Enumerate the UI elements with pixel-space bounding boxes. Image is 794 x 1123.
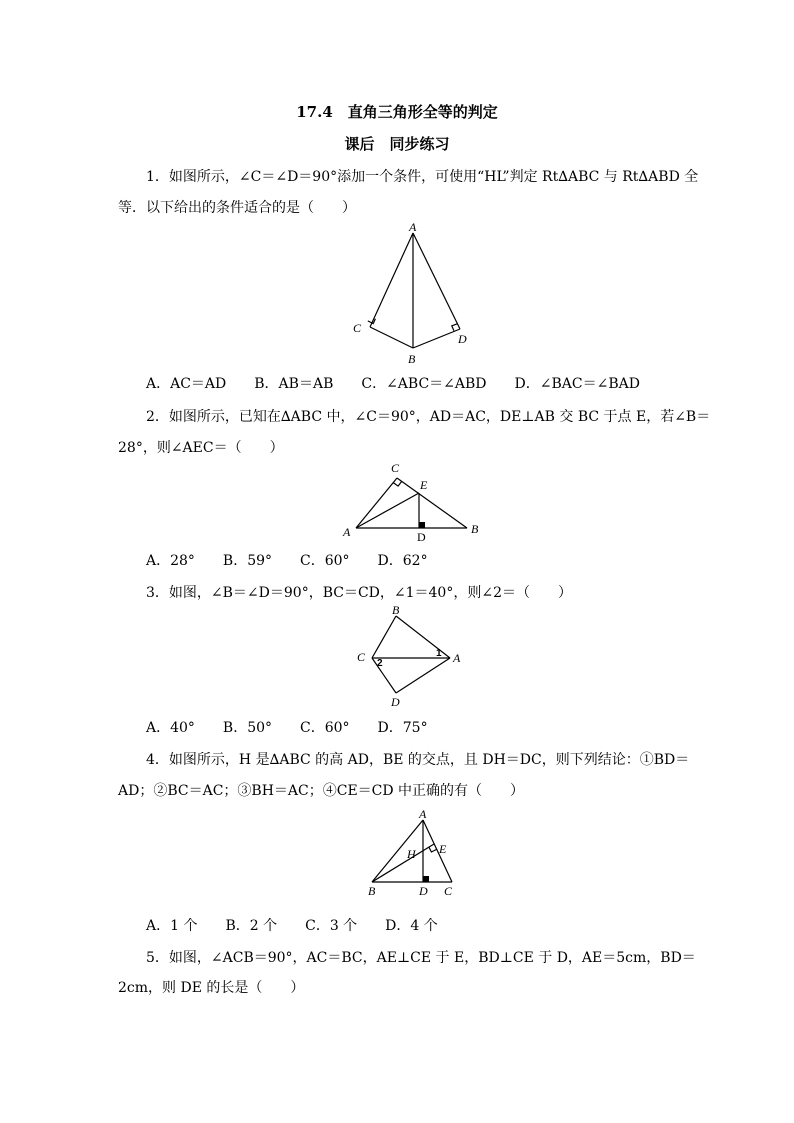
fig3-side-cd	[372, 658, 396, 693]
fig1-side-ac	[370, 233, 413, 327]
figure-4	[360, 807, 465, 902]
fig1-label-c: C	[353, 321, 362, 335]
page-title: 17.4 直角三角形全等的判定	[296, 103, 498, 121]
fig2-label-e: E	[420, 478, 428, 492]
fig2-segment-ae	[356, 493, 419, 528]
fig2-side-ac	[356, 478, 397, 528]
fig3-label-a: A	[453, 651, 461, 665]
fig2-label-b: B	[471, 522, 479, 536]
fig2-label-c: C	[391, 461, 400, 475]
fig1-label-b: B	[408, 352, 416, 366]
question-1-line-1: 1．如图所示，∠C＝∠D＝90°添加一个条件，可使用“HL”判定 Rt∆ABC 与 Rt∆ABD 全	[146, 169, 699, 185]
question-3-line-1: 3．如图，∠B＝∠D＝90°，BC＝CD，∠1＝40°，则∠2＝（ ）	[146, 585, 572, 601]
fig3-label-c: C	[357, 650, 366, 664]
fig4-label-a: A	[419, 807, 427, 821]
fig1-side-db	[413, 329, 460, 348]
question-2-options: A．28° B．59° C．60° D．62°	[146, 553, 428, 569]
fig4-label-d: D	[419, 884, 428, 898]
fig3-angle-2-label: 2	[377, 658, 383, 669]
question-1-options: A．AC＝AD B．AB＝AB C．∠ABC＝∠ABD D．∠BAC＝∠BAD	[146, 376, 640, 392]
fig2-label-a: A	[343, 525, 351, 539]
question-4-line-2: AD；②BC＝AC；③BH＝AC；④CE＝CD 中正确的有（ ）	[118, 783, 525, 799]
fig1-label-d: D	[458, 332, 467, 346]
question-5-line-1: 5．如图，∠ACB＝90°，AC＝BC，AE⊥CE 于 E，BD⊥CE 于 D，AE＝5cm，BD＝	[146, 950, 696, 966]
fig1-side-ad	[413, 233, 460, 329]
fig4-right-angle-d	[423, 876, 429, 882]
fig4-label-h: H	[407, 847, 416, 861]
question-2-line-2: 28°，则∠AEC＝（ ）	[118, 440, 284, 456]
fig1-right-angle-c	[368, 319, 376, 324]
fig3-label-b: B	[392, 603, 400, 617]
fig1-label-a: A	[409, 220, 417, 234]
question-5-line-2: 2cm，则 DE 的长是（ ）	[118, 980, 305, 996]
question-1-line-2: 等．以下给出的条件适合的是（ ）	[118, 200, 356, 216]
fig3-side-ba	[396, 616, 450, 658]
fig3-side-cb	[372, 616, 396, 658]
fig3-side-da	[396, 658, 450, 693]
fig4-label-e: E	[439, 842, 447, 856]
fig4-side-ac	[423, 820, 452, 882]
question-2-line-1: 2．如图所示，已知在∆ABC 中，∠C＝90°，AD＝AC，DE⊥AB 交 BC 于点 E，若∠B＝	[146, 409, 711, 425]
fig1-right-angle-d	[452, 324, 458, 331]
fig4-label-c: C	[444, 884, 453, 898]
question-4-options: A．1 个 B．2 个 C．3 个 D．4 个	[146, 918, 438, 934]
fig2-side-cb	[397, 478, 467, 528]
question-4-line-1: 4．如图所示，H 是∆ABC 的高 AD，BE 的交点，且 DH＝DC，则下列结论：①BD＝	[146, 752, 690, 768]
fig2-label-d: D	[417, 530, 426, 544]
question-3-options: A．40° B．50° C．60° D．75°	[146, 720, 428, 736]
fig3-angle-1-label: 1	[436, 648, 442, 659]
figure-2	[336, 458, 496, 544]
page-subtitle: 课后 同步练习	[344, 135, 450, 153]
fig4-label-b: B	[368, 884, 376, 898]
fig3-label-d: D	[391, 695, 400, 709]
fig2-right-angle-d	[419, 522, 425, 528]
fig2-right-angle-c	[393, 482, 401, 487]
fig1-side-cb	[370, 327, 413, 348]
figure-3	[350, 600, 475, 712]
figure-1	[340, 218, 480, 370]
